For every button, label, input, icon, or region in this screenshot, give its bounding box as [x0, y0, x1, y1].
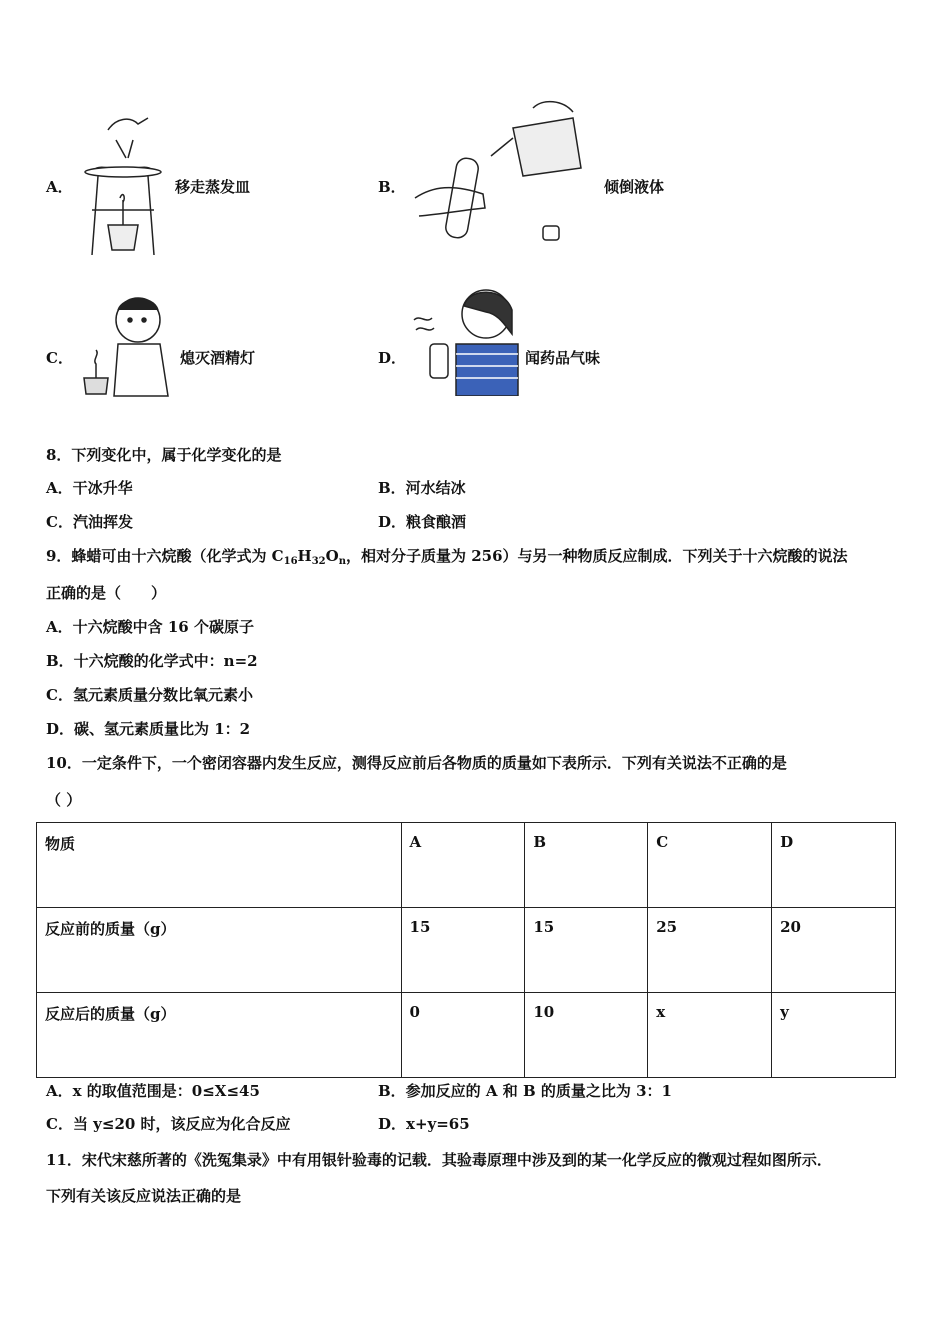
q7-option-b-letter: B． — [378, 178, 406, 196]
q8-option-a: A．干冰升华 — [46, 479, 133, 497]
q10-stem-line2: （ ） — [46, 791, 82, 809]
q8-option-b: B．河水结冰 — [378, 479, 466, 497]
table-cell: C — [648, 823, 772, 908]
q9-option-d: D．碳、氢元素质量比为 1：2 — [46, 720, 251, 738]
q10-option-c: C．当 y≤20 时，该反应为化合反应 — [46, 1115, 291, 1133]
pouring-liquid-illustration — [413, 98, 583, 250]
q10-stem: 10．一定条件下，一个密闭容器内发生反应，测得反应前后各物质的质量如下表所示．下列有关说法不正确的是 — [46, 754, 787, 772]
table-cell: B — [525, 823, 648, 908]
q11-stem-line2: 下列有关该反应说法正确的是 — [46, 1187, 242, 1205]
q7-option-d-letter: D． — [378, 349, 407, 367]
smell-chemical-illustration — [408, 284, 520, 396]
table-row — [37, 908, 896, 993]
table-cell: 15 — [525, 908, 648, 993]
q9-option-a: A．十六烷酸中含 16 个碳原子 — [46, 618, 254, 636]
q7-option-c-letter: C． — [46, 349, 73, 367]
q10-option-b: B．参加反应的 A 和 B 的质量之比为 3：1 — [378, 1082, 672, 1100]
evaporating-dish-illustration — [78, 110, 168, 258]
q7-option-b-caption: 倾倒液体 — [604, 178, 665, 196]
q9-option-c: C．氢元素质量分数比氧元素小 — [46, 686, 253, 704]
q8-stem: 8．下列变化中，属于化学变化的是 — [46, 446, 282, 464]
table-cell: 物质 — [37, 823, 402, 908]
table-cell: 15 — [401, 908, 525, 993]
q10-mass-table — [36, 822, 896, 1078]
table-cell: 25 — [648, 908, 772, 993]
table-cell: y — [772, 993, 896, 1078]
table-cell: x — [648, 993, 772, 1078]
q7-option-c-caption: 熄灭酒精灯 — [180, 349, 256, 367]
q11-stem: 11．宋代宋慈所著的《洗冤集录》中有用银针验毒的记载．其验毒原理中涉及到的某一化学反应的微观过程如图所示． — [46, 1151, 832, 1169]
table-row — [37, 993, 896, 1078]
table-cell: D — [772, 823, 896, 908]
q10-option-d: D．x+y=65 — [378, 1115, 470, 1133]
table-cell: 10 — [525, 993, 648, 1078]
q8-option-c: C．汽油挥发 — [46, 513, 133, 531]
extinguish-lamp-illustration — [78, 288, 176, 400]
q7-option-a-caption: 移走蒸发皿 — [175, 178, 251, 196]
q7-option-d-caption: 闻药品气味 — [525, 349, 601, 367]
table-header-row — [37, 823, 896, 908]
table-cell: 20 — [772, 908, 896, 993]
q9-stem-line2: 正确的是（ ） — [46, 584, 167, 602]
q7-option-a-letter: A． — [46, 178, 73, 196]
q9-option-b: B．十六烷酸的化学式中：n=2 — [46, 652, 258, 670]
q10-option-a: A．x 的取值范围是：0≤X≤45 — [46, 1082, 260, 1100]
table-cell: 反应后的质量（g） — [37, 993, 402, 1078]
table-cell: A — [401, 823, 525, 908]
q8-option-d: D．粮食酿酒 — [378, 513, 467, 531]
q9-stem: 9．蜂蜡可由十六烷酸（化学式为 $C_{16}H_{32}O_n$，相对分子质量为 256）与另一种物质反应制成．下列关于十六烷酸的说法 — [46, 547, 848, 567]
table-cell: 反应前的质量（g） — [37, 908, 402, 993]
table-cell: 0 — [401, 993, 525, 1078]
